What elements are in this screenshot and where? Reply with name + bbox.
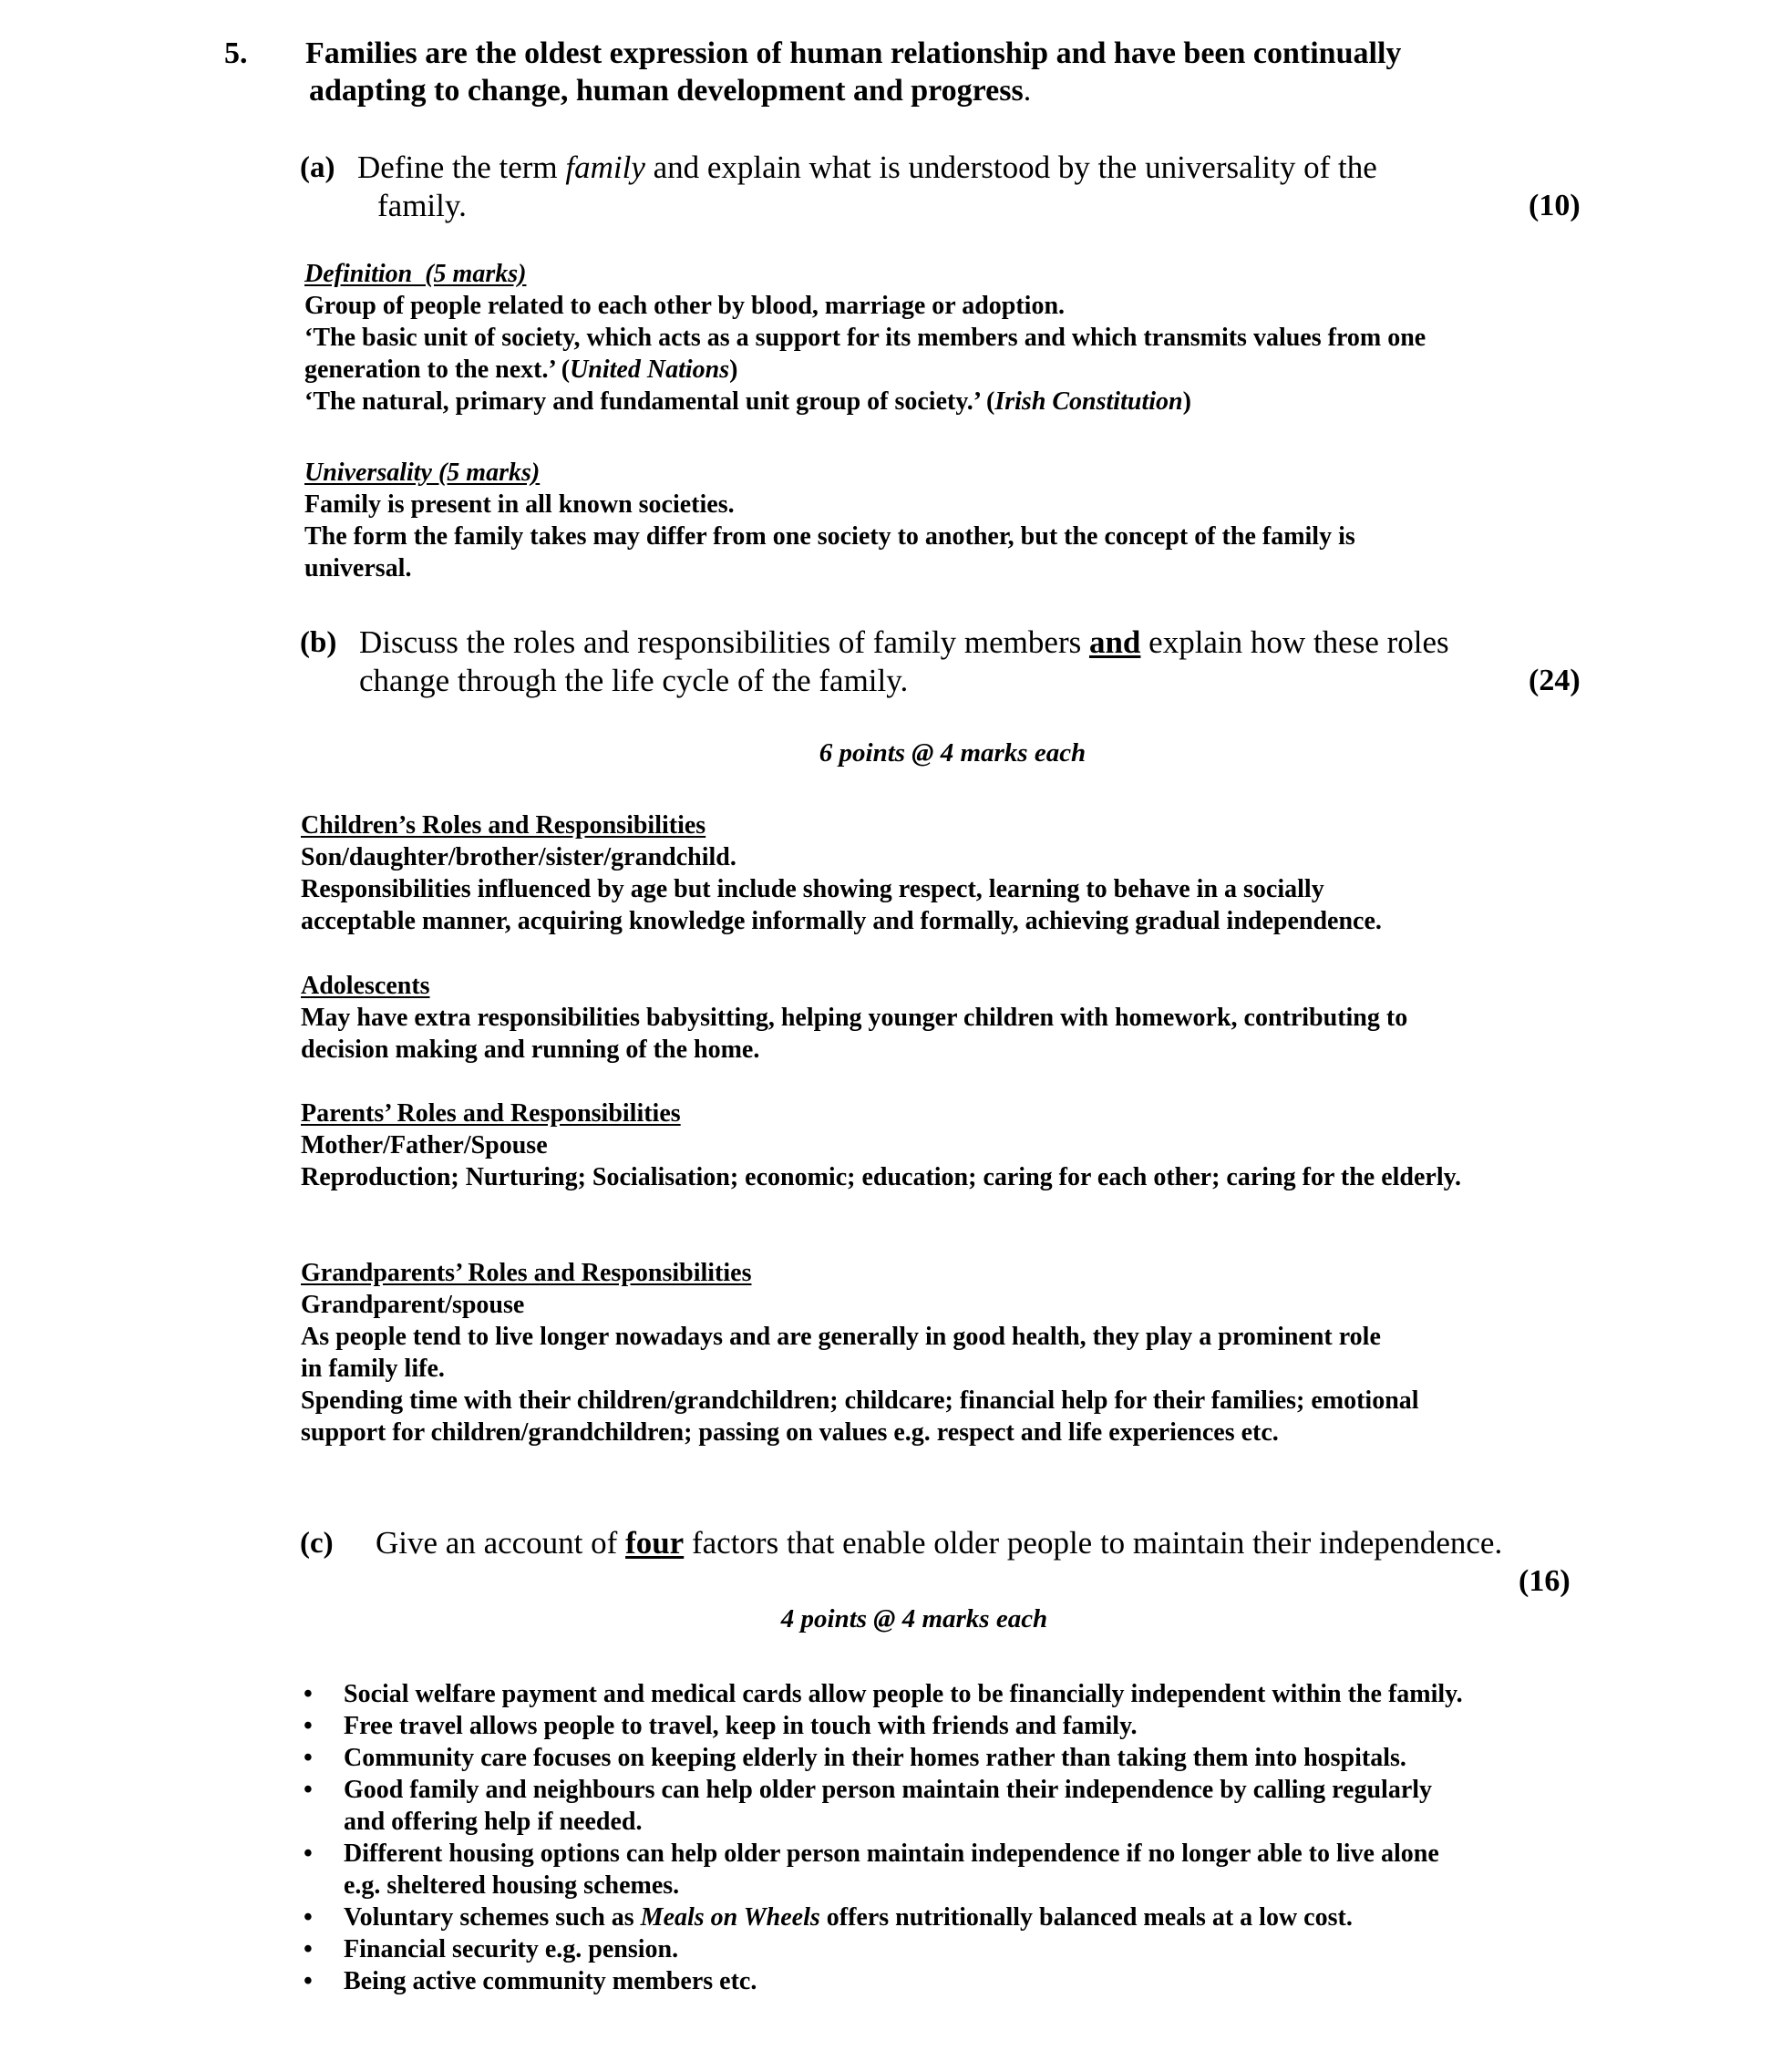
- adolescents-heading: Adolescents: [301, 972, 430, 1000]
- part-b-points: 6 points @ 4 marks each: [819, 738, 1087, 768]
- grandparents-line2: As people tend to live longer nowadays and are generally in good health, they play a prominent role: [301, 1323, 1381, 1351]
- universality-line2: The form the family takes may differ from one society to another, but the concept of the family is: [304, 522, 1355, 551]
- definition-line3: generation to the next.’ (United Nations): [304, 356, 738, 384]
- part-a-label: (a): [300, 151, 335, 184]
- children-heading: Children’s Roles and Responsibilities: [301, 811, 706, 840]
- part-a-prompt-line1: Define the term family and explain what is understood by the universality of the: [357, 149, 1377, 185]
- parents-heading: Parents’ Roles and Responsibilities: [301, 1099, 681, 1128]
- list-item: • Social welfare payment and medical cards allow people to be financially independent within the family.: [304, 1680, 1463, 1708]
- parents-line2: Reproduction; Nurturing; Socialisation; economic; education; caring for each other; caring for the elderly.: [301, 1163, 1462, 1191]
- bullet-icon: •: [304, 1839, 313, 1868]
- part-c-prompt: Give an account of four factors that enable older people to maintain their independence.: [376, 1525, 1503, 1561]
- definition-line2: ‘The basic unit of society, which acts as a support for its members and which transmits values from one: [304, 324, 1426, 352]
- part-b-marks: (24): [1529, 664, 1581, 697]
- universality-line1: Family is present in all known societies.: [304, 490, 735, 519]
- bullet-icon: •: [304, 1712, 313, 1740]
- adolescents-line2: decision making and running of the home.: [301, 1036, 760, 1064]
- bullet-icon: •: [304, 1967, 313, 1995]
- bullet-icon: •: [304, 1776, 313, 1804]
- part-b-label: (b): [300, 626, 337, 659]
- list-item: • Free travel allows people to travel, keep in touch with friends and family.: [304, 1712, 1138, 1740]
- bullet-icon: •: [304, 1903, 313, 1932]
- list-item: • Financial security e.g. pension.: [304, 1935, 679, 1963]
- definition-line1: Group of people related to each other by blood, marriage or adoption.: [304, 292, 1066, 320]
- factors-list: [304, 1678, 1463, 1997]
- children-line1: Son/daughter/brother/sister/grandchild.: [301, 843, 736, 871]
- question-title-line2: [309, 72, 1031, 109]
- children-line3: acceptable manner, acquiring knowledge informally and formally, achieving gradual independence.: [301, 907, 1382, 935]
- part-c-label: (c): [300, 1527, 334, 1560]
- adolescents-line1: May have extra responsibilities babysitting, helping younger children with homework, contributing to: [301, 1004, 1408, 1032]
- part-b-prompt-line2: change through the life cycle of the family.: [359, 663, 909, 698]
- bullet-icon: •: [304, 1680, 313, 1708]
- bullet-icon: •: [304, 1744, 313, 1772]
- part-a-marks: (10): [1529, 189, 1581, 222]
- universality-line3: universal.: [304, 554, 412, 582]
- list-item: • Community care focuses on keeping elderly in their homes rather than taking them into hospitals.: [304, 1744, 1406, 1772]
- grandparents-line5: support for children/grandchildren; passing on values e.g. respect and life experiences etc.: [301, 1418, 1279, 1447]
- list-item: • Voluntary schemes such as Meals on Wheels offers nutritionally balanced meals at a low cost.: [304, 1903, 1353, 1932]
- grandparents-line4: Spending time with their children/grandchildren; childcare; financial help for their families; emotional: [301, 1386, 1419, 1415]
- question-title-period: .: [1023, 74, 1032, 108]
- parents-line1: Mother/Father/Spouse: [301, 1131, 548, 1159]
- grandparents-heading: Grandparents’ Roles and Responsibilities: [301, 1259, 752, 1287]
- question-title-line1: Families are the oldest expression of human relationship and have been continually: [305, 36, 1402, 70]
- definition-line4: ‘The natural, primary and fundamental unit group of society.’ (Irish Constitution): [304, 387, 1191, 416]
- question-title-text: adapting to change, human development and progress: [309, 74, 1024, 108]
- list-item: • Good family and neighbours can help older person maintain their independence by calling regularly and offering help if needed.: [304, 1776, 1433, 1836]
- part-c-marks: (16): [1519, 1564, 1571, 1598]
- list-item: • Different housing options can help older person maintain independence if no longer able to live alone e.g. sheltered housing schemes.: [304, 1839, 1439, 1900]
- list-item: • Being active community members etc.: [304, 1967, 757, 1995]
- part-b-prompt-line1: Discuss the roles and responsibilities of family members and explain how these roles: [359, 624, 1449, 660]
- grandparents-line1: Grandparent/spouse: [301, 1291, 525, 1319]
- children-line2: Responsibilities influenced by age but include showing respect, learning to behave in a socially: [301, 875, 1324, 903]
- definition-heading: Definition (5 marks): [304, 260, 527, 288]
- universality-heading: Universality (5 marks): [304, 459, 541, 487]
- question-number: 5.: [224, 36, 248, 70]
- part-a-prompt-line2: family.: [377, 188, 467, 223]
- grandparents-line3: in family life.: [301, 1355, 445, 1383]
- bullet-icon: •: [304, 1935, 313, 1963]
- part-c-points: 4 points @ 4 marks each: [780, 1604, 1048, 1633]
